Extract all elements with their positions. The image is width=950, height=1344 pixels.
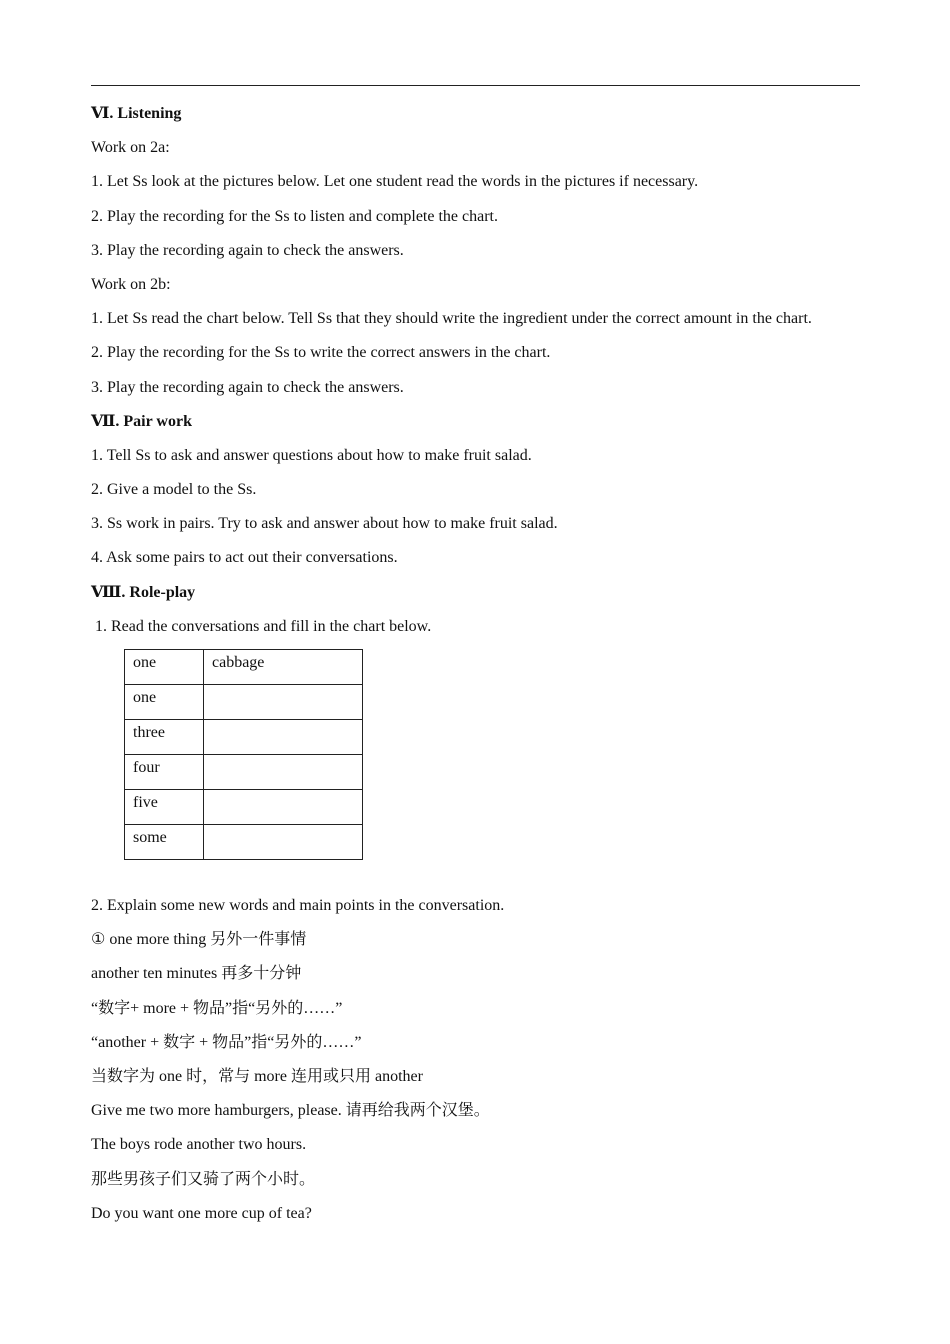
pair-work-step-2: 2. Give a model to the Ss. (91, 481, 257, 499)
pair-work-step-1: 1. Tell Ss to ask and answer questions about how to make fruit salad. (91, 446, 532, 464)
work-2b-step-3: 3. Play the recording again to check the answers. (91, 378, 404, 396)
ingredient-cell (204, 825, 363, 860)
document-body (91, 97, 871, 1231)
ingredient-cell (204, 755, 363, 790)
pair-work-step-4: 4. Ask some pairs to act out their conversations. (91, 549, 398, 567)
note-line: ① one more thing 另外一件事情 (91, 931, 307, 949)
ingredient-cell (204, 685, 363, 720)
note-line: “数字+ more + 物品”指“另外的……” (91, 999, 343, 1017)
pair-work-step-3: 3. Ss work in pairs. Try to ask and answer about how to make fruit salad. (91, 515, 558, 533)
work-2a-step-2: 2. Play the recording for the Ss to listen and complete the chart. (91, 207, 498, 225)
work-2b-label: Work on 2b: (91, 275, 171, 293)
table-row (125, 755, 363, 790)
section-heading-role-play: Ⅷ. Role-play (91, 583, 196, 601)
note-line: another ten minutes 再多十分钟 (91, 965, 302, 983)
amount-cell: one (125, 685, 204, 720)
table-row (125, 650, 363, 685)
section-heading-listening: Ⅵ. Listening (91, 105, 182, 122)
work-2b-step-1: 1. Let Ss read the chart below. Tell Ss that they should write the ingredient under the correct amount in the chart. (91, 310, 812, 328)
ingredient-cell (204, 720, 363, 755)
header-rule (91, 85, 860, 86)
role-play-step-2: 2. Explain some new words and main points in the conversation. (91, 897, 505, 914)
table-row (125, 720, 363, 755)
table-row (125, 825, 363, 860)
amount-cell: five (125, 790, 204, 825)
amount-cell: three (125, 720, 204, 755)
ingredient-chart-wrapper (124, 649, 871, 860)
work-2a-step-1: 1. Let Ss look at the pictures below. Let one student read the words in the pictures if necessary. (91, 173, 699, 191)
amount-cell: four (125, 755, 204, 790)
ingredient-cell: cabbage (204, 650, 363, 685)
work-2a-label: Work on 2a: (91, 139, 170, 157)
note-line: 当数字为 one 时，常与 more 连用或只用 another (91, 1067, 423, 1085)
example-translation: 那些男孩子们又骑了两个小时。 (91, 1170, 316, 1188)
example-sentence: The boys rode another two hours. (91, 1136, 307, 1154)
example-sentence: Give me two more hamburgers, please. 请再给我两个汉堡。 (91, 1102, 490, 1120)
table-row (125, 685, 363, 720)
role-play-step-1: 1. Read the conversations and fill in the chart below. (95, 617, 432, 635)
work-2a-step-3: 3. Play the recording again to check the answers. (91, 241, 404, 259)
ingredient-cell (204, 790, 363, 825)
note-line: “another + 数字 + 物品”指“另外的……” (91, 1033, 362, 1051)
section-heading-pair-work: Ⅶ. Pair work (91, 412, 192, 430)
table-row (125, 790, 363, 825)
amount-cell: one (125, 650, 204, 685)
amount-cell: some (125, 825, 204, 860)
ingredient-chart (124, 649, 363, 860)
work-2b-step-2: 2. Play the recording for the Ss to write the correct answers in the chart. (91, 344, 551, 362)
example-sentence: Do you want one more cup of tea? (91, 1204, 312, 1222)
